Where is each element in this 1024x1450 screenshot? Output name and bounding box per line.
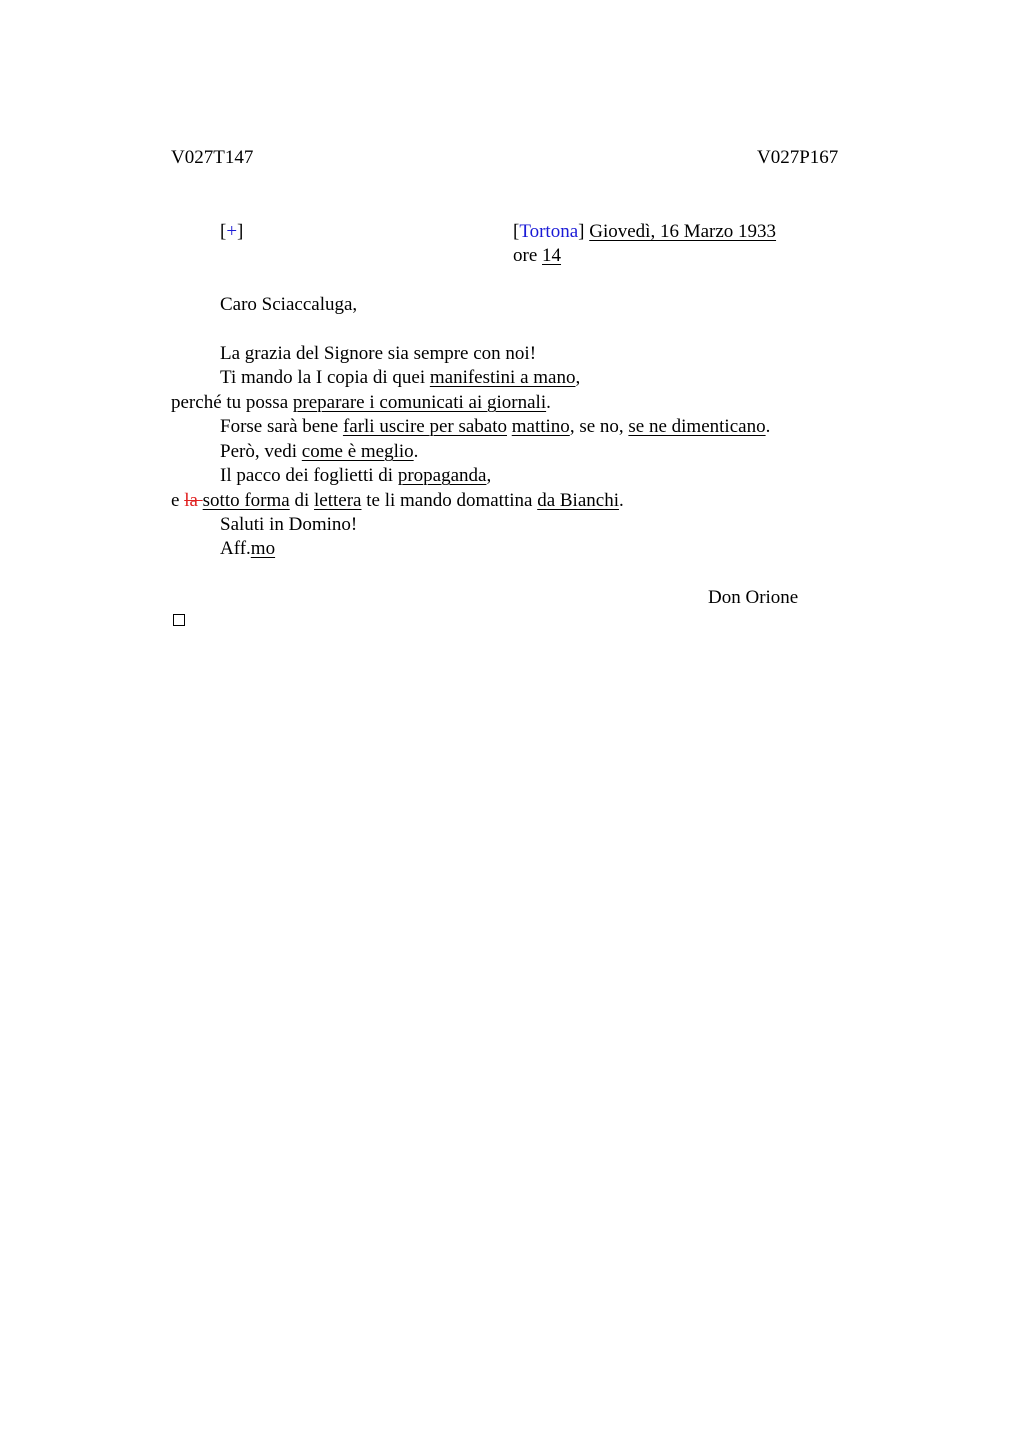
underlined-text: farli uscire per sabato [342,416,507,437]
text-run: . [765,416,771,437]
letter-time: 14 [542,245,562,266]
underlined-text: sotto forma [202,490,290,511]
underlined-text: manifestini a mano [429,367,576,388]
text-run: . [618,490,624,511]
underlined-text: come è meglio [301,441,414,462]
underlined-text: propaganda [397,465,487,486]
text-run: , [575,367,581,388]
underlined-text: da Bianchi [537,490,619,511]
underlined-text: mo [250,538,276,559]
text-run: di [289,490,315,511]
text-run: , se no, [569,416,629,437]
time-line [513,244,561,268]
bracket-open: [ [220,221,227,242]
text-run: Forse sarà bene [220,416,343,437]
right-code: V027P167 [757,147,839,168]
text-run: Il pacco dei foglietti di [220,465,398,486]
body-line-1: La grazia del Signore sia sempre con noi! [220,343,537,364]
salutation: Caro Sciaccaluga, [220,294,358,315]
text-run: . [413,441,419,462]
body-line-2 [220,366,580,390]
underlined-text: preparare i comunicati ai giornali [292,392,547,413]
text-run: Aff. [220,538,251,559]
left-code: V027T147 [171,147,254,168]
letter-date: Giovedì, 16 Marzo 1933 [589,221,777,242]
text-run: Ti mando la I copia di quei [220,367,430,388]
bracket-close: ] [237,221,244,242]
dateline [513,220,776,244]
underlined-text: mattino [511,416,570,437]
closing-affectionate [220,537,275,561]
editorial-mark [220,220,243,244]
text-run: . [546,392,551,413]
bracket-open: [ [513,221,520,242]
closing-greeting: Saluti in Domino! [220,514,358,535]
place-name: Tortona [519,221,579,242]
underlined-text: lettera [314,490,362,511]
text-run: , [486,465,492,486]
bracket-close: ] [578,221,585,242]
cross-mark: + [226,221,238,242]
body-line-3 [171,391,551,415]
end-marker-icon [173,614,185,626]
time-prefix: ore [513,245,543,266]
underlined-text: se ne dimenticano [628,416,766,437]
body-line-5 [220,440,418,464]
deleted-text: la [184,490,203,511]
signature: Don Orione [708,587,799,608]
text-run: Però, vedi [220,441,302,462]
body-line-6 [220,464,491,488]
body-line-7 [171,489,624,513]
body-line-4 [220,415,770,439]
text-run: e [171,490,185,511]
text-run: te li mando domattina [361,490,538,511]
text-run: perché tu possa [171,392,293,413]
